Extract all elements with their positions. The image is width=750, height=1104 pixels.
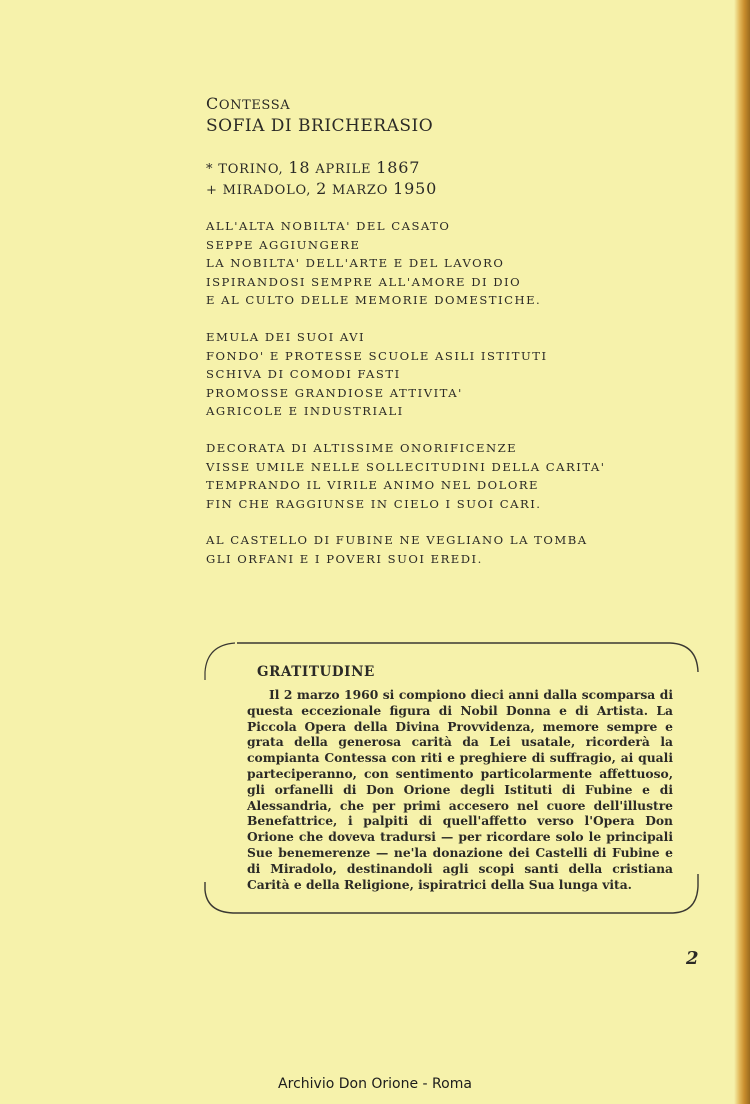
death-date bbox=[206, 179, 437, 200]
title-line-1 bbox=[206, 94, 290, 113]
epitaph-line: FONDO' E PROTESSE SCUOLE ASILI ISTITUTI bbox=[206, 348, 548, 363]
dates-block bbox=[206, 158, 437, 200]
birth-place: * TORINO, bbox=[206, 162, 289, 177]
epitaph-stanza-3 bbox=[206, 439, 605, 513]
epitaph-line: SCHIVA DI COMODI FASTI bbox=[206, 367, 401, 382]
page-binding-edge bbox=[734, 0, 750, 1104]
death-place: + MIRADOLO, bbox=[206, 183, 317, 198]
gratitudine-body: Il 2 marzo 1960 si compiono dieci anni dalla scomparsa di questa eccezionale figura di Nobil Donna e di Artista. La Piccola Opera della Divina Provvidenza, memore sempre e grata della generosa carità da Lei usatale, ricorderà la compianta Contessa con riti e preghiere di suffragio, ai quali parteciperanno, con sentimento particolarmente affettuoso, gli orfanelli di Don Orione degli Istituti di Fubine e di Alessandria, che per primi accesero nel cuore dell'illustre Benefattrice, i palpiti di quell'affetto verso l'Opera Don Orione che doveva tradursi — per ricordare solo le principali Sue benemerenze — ne'la donazione dei Castelli di Fubine e di Miradolo, destinandoli agli scopi santi della cristiana Carità e della Religione, ispiratrici della Sua lunga vita. bbox=[247, 687, 673, 892]
title-line-1-text: ONTESSA bbox=[218, 98, 291, 113]
death-month: MARZO bbox=[327, 183, 394, 198]
epitaph-line: GLI ORFANI E I POVERI SUOI EREDI. bbox=[206, 551, 483, 566]
epitaph-line: ISPIRANDOSI SEMPRE ALL'AMORE DI DIO bbox=[206, 274, 522, 289]
page-title: SOFIA DI BRICHERASIO bbox=[206, 116, 434, 136]
epitaph-line: FIN CHE RAGGIUNSE IN CIELO I SUOI CARI. bbox=[206, 496, 542, 511]
archive-footer: Archivio Don Orione - Roma bbox=[278, 1076, 472, 1092]
page-number: 2 bbox=[686, 948, 699, 969]
epitaph-line: AGRICOLE E INDUSTRIALI bbox=[206, 404, 404, 419]
birth-date bbox=[206, 158, 437, 179]
epitaph-stanza-1 bbox=[206, 217, 541, 310]
epitaph-line: TEMPRANDO IL VIRILE ANIMO NEL DOLORE bbox=[206, 478, 540, 493]
death-year: 1950 bbox=[393, 179, 438, 198]
epitaph-line: E AL CULTO DELLE MEMORIE DOMESTICHE. bbox=[206, 293, 542, 308]
epitaph-stanza-4 bbox=[206, 531, 588, 568]
birth-month: APRILE bbox=[310, 162, 377, 177]
gratitudine-title: GRATITUDINE bbox=[257, 664, 375, 680]
epitaph-line: PROMOSSE GRANDIOSE ATTIVITA' bbox=[206, 385, 463, 400]
epitaph-line: LA NOBILTA' DELL'ARTE E DEL LAVORO bbox=[206, 256, 505, 271]
epitaph-line: EMULA DEI SUOI AVI bbox=[206, 330, 366, 344]
title-initial: C bbox=[206, 94, 219, 113]
epitaph-line: VISSE UMILE NELLE SOLLECITUDINI DELLA CARITA' bbox=[206, 459, 606, 474]
epitaph-line: ALL'ALTA NOBILTA' DEL CASATO bbox=[206, 219, 451, 233]
death-day: 2 bbox=[316, 179, 328, 198]
birth-year: 1867 bbox=[376, 158, 421, 177]
epitaph-line: SEPPE AGGIUNGERE bbox=[206, 237, 361, 252]
epitaph-line: AL CASTELLO DI FUBINE NE VEGLIANO LA TOMBA bbox=[206, 533, 588, 547]
epitaph-line: DECORATA DI ALTISSIME ONORIFICENZE bbox=[206, 441, 518, 455]
epitaph-stanza-2 bbox=[206, 328, 548, 421]
birth-day: 18 bbox=[288, 158, 311, 177]
